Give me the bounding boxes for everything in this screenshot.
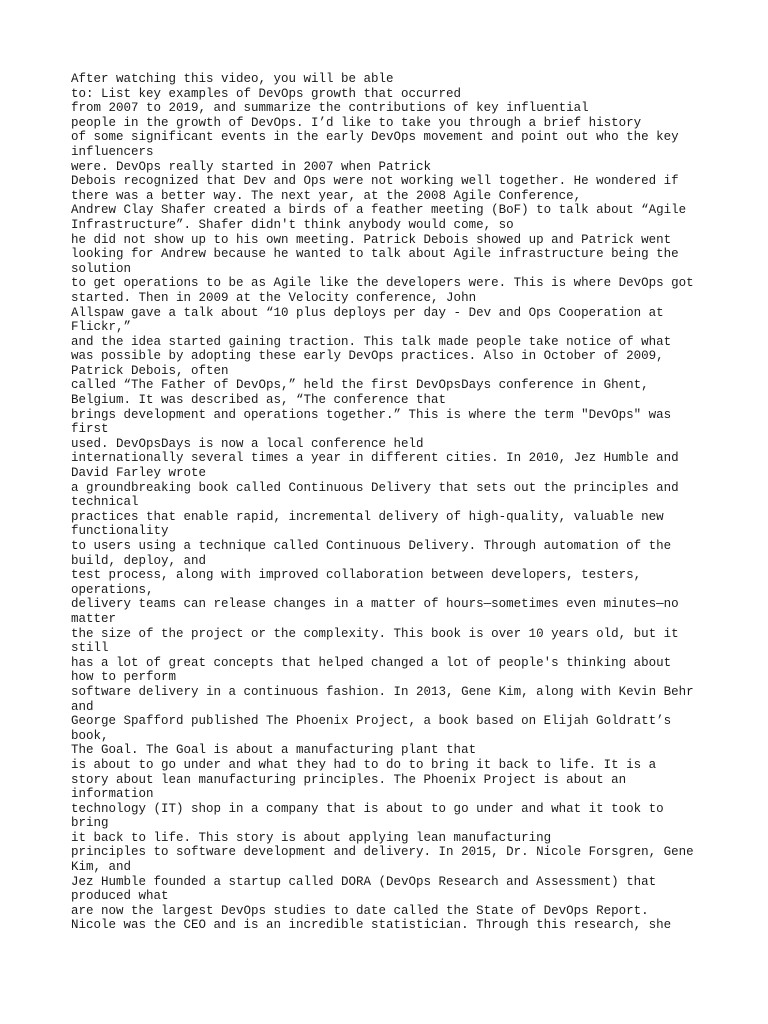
transcript-line: Belgium. It was described as, “The conference that: [71, 393, 447, 408]
transcript-line: After watching this video, you will be able: [71, 72, 394, 86]
transcript-line: George Spafford published The Phoenix Project, a book based on Elijah Goldratt’s: [71, 714, 672, 729]
transcript-line: operations,: [71, 582, 154, 597]
transcript-line: and: [71, 699, 94, 714]
transcript-line: to users using a technique called Continuous Delivery. Through automation of the: [71, 539, 672, 553]
transcript-line: solution: [71, 261, 132, 276]
transcript-line: Allspaw gave a talk about “10 plus deploys per day - Dev and Ops Cooperation at: [71, 305, 664, 320]
transcript-line: delivery teams can release changes in a matter of hours—sometimes even minutes—no: [71, 597, 679, 612]
transcript-line: Andrew Clay Shafer created a birds of a feather meeting (BoF) to talk about “Agile: [71, 203, 687, 218]
transcript-text: [71, 72, 711, 933]
transcript-line: used. DevOpsDays is now a local conference held: [71, 436, 424, 451]
transcript-line: technical: [71, 495, 139, 510]
transcript-line: matter: [71, 611, 117, 626]
transcript-line: he did not show up to his own meeting. Patrick Debois showed up and Patrick went: [71, 232, 672, 247]
transcript-line: Jez Humble founded a startup called DORA (DevOps Research and Assessment) that: [71, 874, 657, 889]
transcript-line: Flickr,”: [71, 320, 132, 335]
transcript-line: principles to software development and delivery. In 2015, Dr. Nicole Forsgren, Gene: [71, 845, 694, 860]
transcript-line: technology (IT) shop in a company that is about to go under and what it took to: [71, 801, 664, 816]
transcript-line: a groundbreaking book called Continuous Delivery that sets out the principles and: [71, 480, 679, 495]
transcript-line: is about to go under and what they had to do to bring it back to life. It is a: [71, 757, 657, 772]
transcript-line: how to perform: [71, 670, 177, 685]
transcript-line: test process, along with improved collaboration between developers, testers,: [71, 568, 642, 583]
transcript-line: brings development and operations together.” This is where the term "DevOps" was: [71, 407, 672, 422]
transcript-line: first: [71, 422, 109, 437]
transcript-line: there was a better way. The next year, at the 2008 Agile Conference,: [71, 188, 582, 203]
transcript-line: book,: [71, 728, 109, 743]
transcript-line: David Farley wrote: [71, 466, 207, 481]
transcript-line: started. Then in 2009 at the Velocity conference, John: [71, 290, 477, 305]
transcript-line: called “The Father of DevOps,” held the first DevOpsDays conference in Ghent,: [71, 378, 649, 393]
transcript-line: information: [71, 787, 154, 802]
transcript-line: still: [71, 641, 109, 656]
transcript-line: the size of the project or the complexity. This book is over 10 years old, but it: [71, 626, 679, 641]
transcript-line: Infrastructure”. Shafer didn't think anybody would come, so: [71, 217, 514, 232]
transcript-line: has a lot of great concepts that helped changed a lot of people's thinking about: [71, 655, 672, 670]
transcript-line: are now the largest DevOps studies to date called the State of DevOps Report.: [71, 903, 649, 918]
transcript-line: Nicole was the CEO and is an incredible statistician. Through this research, she: [71, 918, 672, 933]
transcript-line: was possible by adopting these early DevOps practices. Also in October of 2009,: [71, 349, 664, 364]
transcript-line: Debois recognized that Dev and Ops were not working well together. He wondered if: [71, 174, 679, 189]
transcript-line: produced what: [71, 889, 169, 904]
transcript-line: bring: [71, 816, 109, 831]
transcript-line: internationally several times a year in different cities. In 2010, Jez Humble and: [71, 451, 679, 466]
transcript-line: to: List key examples of DevOps growth that occurred: [71, 86, 462, 101]
transcript-line: it back to life. This story is about applying lean manufacturing: [71, 830, 552, 845]
transcript-line: influencers: [71, 144, 154, 159]
transcript-line: Kim, and: [71, 860, 132, 875]
transcript-line: build, deploy, and: [71, 553, 207, 568]
transcript-line: from 2007 to 2019, and summarize the contributions of key influential: [71, 101, 589, 116]
transcript-line: were. DevOps really started in 2007 when Patrick: [71, 159, 432, 174]
transcript-line: of some significant events in the early DevOps movement and point out who the key: [71, 130, 679, 145]
transcript-line: to get operations to be as Agile like the developers were. This is where DevOps got: [71, 276, 694, 291]
transcript-line: The Goal. The Goal is about a manufacturing plant that: [71, 743, 477, 758]
transcript-line: people in the growth of DevOps. I’d like to take you through a brief history: [71, 115, 642, 130]
transcript-line: software delivery in a continuous fashion. In 2013, Gene Kim, along with Kevin Behr: [71, 684, 694, 699]
transcript-line: functionality: [71, 524, 169, 539]
transcript-line: Patrick Debois, often: [71, 363, 229, 378]
transcript-line: and the idea started gaining traction. This talk made people take notice of what: [71, 334, 672, 349]
transcript-line: looking for Andrew because he wanted to talk about Agile infrastructure being the: [71, 247, 679, 262]
transcript-line: practices that enable rapid, incremental delivery of high-quality, valuable new: [71, 509, 664, 524]
transcript-line: story about lean manufacturing principles. The Phoenix Project is about an: [71, 772, 627, 787]
